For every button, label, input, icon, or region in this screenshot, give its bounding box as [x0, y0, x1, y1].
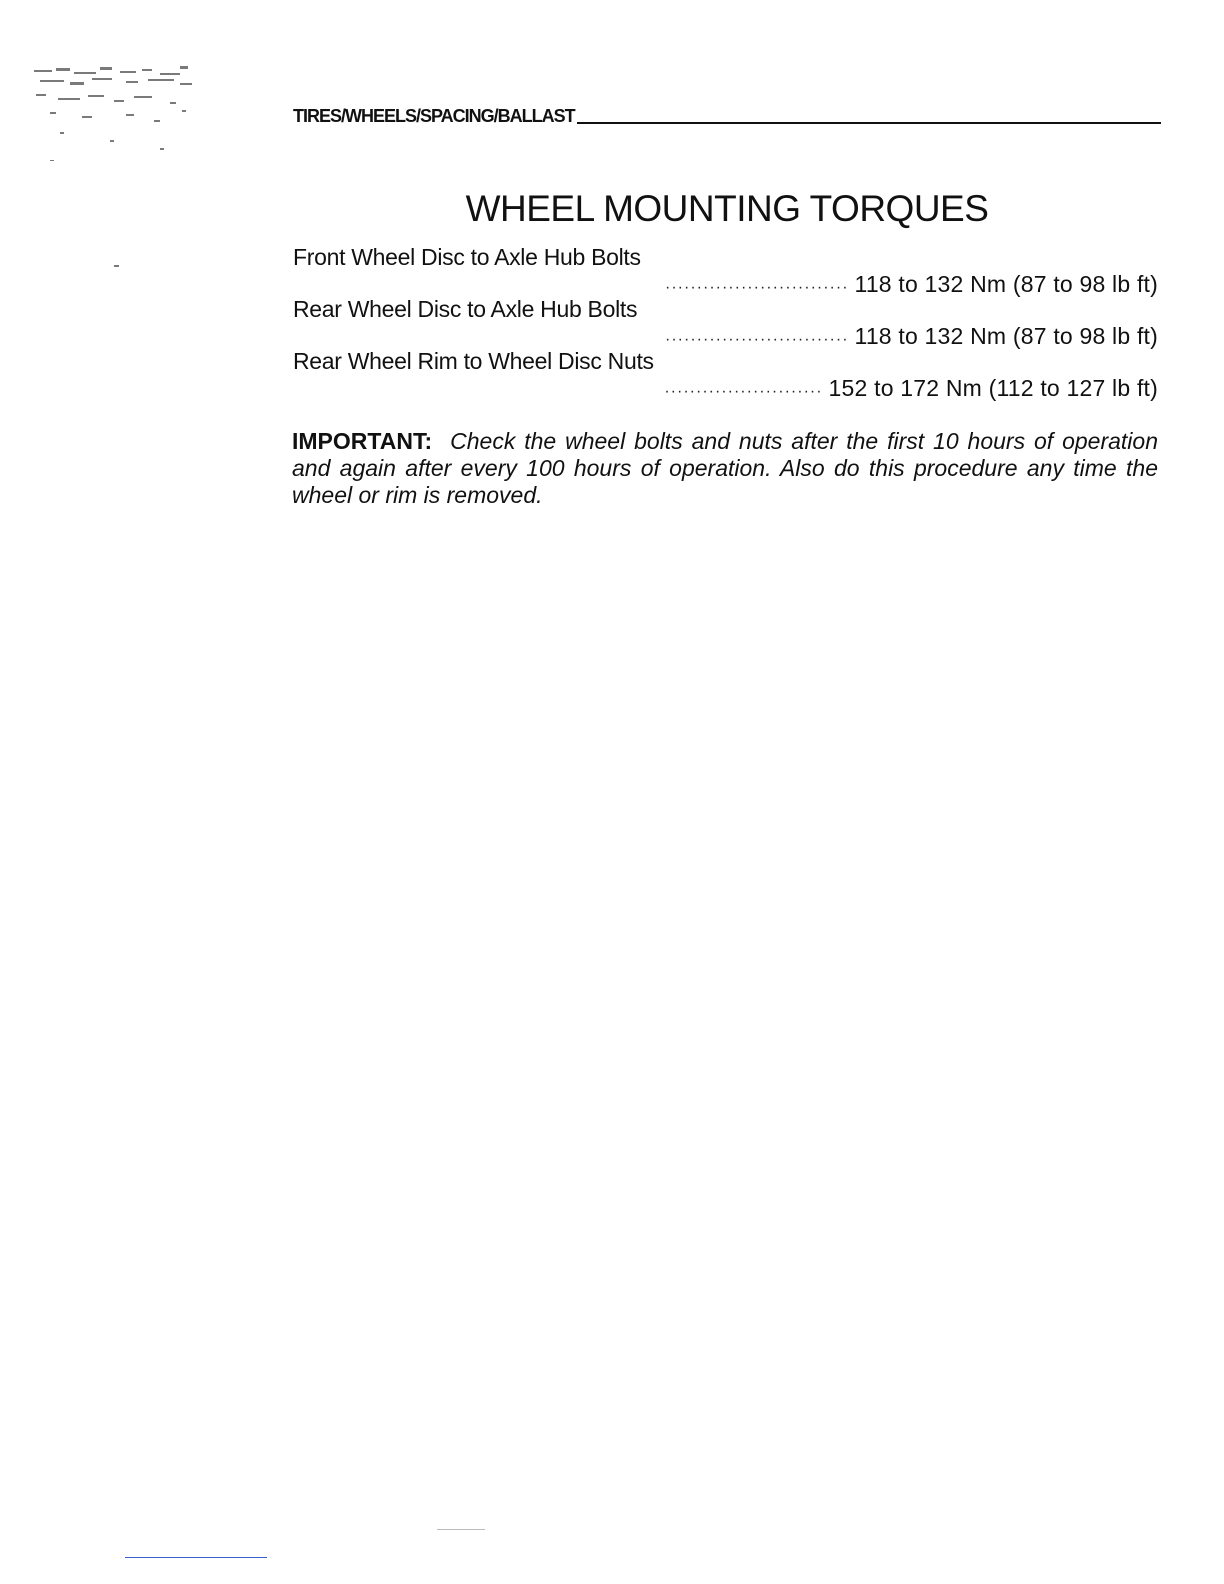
spec-value-row [665, 322, 1158, 350]
spec-value-row [664, 374, 1158, 402]
spec-value-row [665, 270, 1158, 298]
spec-label: Front Wheel Disc to Axle Hub Bolts [293, 244, 641, 270]
spec-value: 118 to 132 Nm (87 to 98 lb ft) [854, 323, 1158, 349]
scan-mark [437, 1529, 485, 1530]
section-header-text: TIRES/WHEELS/SPACING/BALLAST [293, 106, 575, 126]
dot-leader: ····························· [665, 331, 849, 348]
spec-label: Rear Wheel Rim to Wheel Disc Nuts [293, 348, 654, 374]
spec-value: 118 to 132 Nm (87 to 98 lb ft) [854, 271, 1158, 297]
torque-spec-item [293, 295, 1158, 347]
page-edge-line [125, 1557, 267, 1558]
important-label: IMPORTANT: [292, 428, 433, 454]
important-text: Check the wheel bolts and nuts after the first 10 hours of operation and again after every 100 hours of operation. Also do this procedure any time the wheel or rim is removed. [292, 428, 1158, 508]
page-title: WHEEL MOUNTING TORQUES [465, 188, 989, 229]
spec-value: 152 to 172 Nm (112 to 127 lb ft) [828, 375, 1158, 401]
section-header [293, 103, 1161, 125]
dot-leader: ························· [664, 383, 823, 400]
important-note [292, 428, 1158, 509]
torque-spec-item [293, 347, 1158, 399]
torque-spec-list [293, 243, 1158, 399]
scan-artifact [30, 62, 200, 182]
dot-leader: ····························· [665, 279, 849, 296]
header-rule [577, 122, 1161, 124]
spec-label: Rear Wheel Disc to Axle Hub Bolts [293, 296, 638, 322]
torque-spec-item [293, 243, 1158, 295]
